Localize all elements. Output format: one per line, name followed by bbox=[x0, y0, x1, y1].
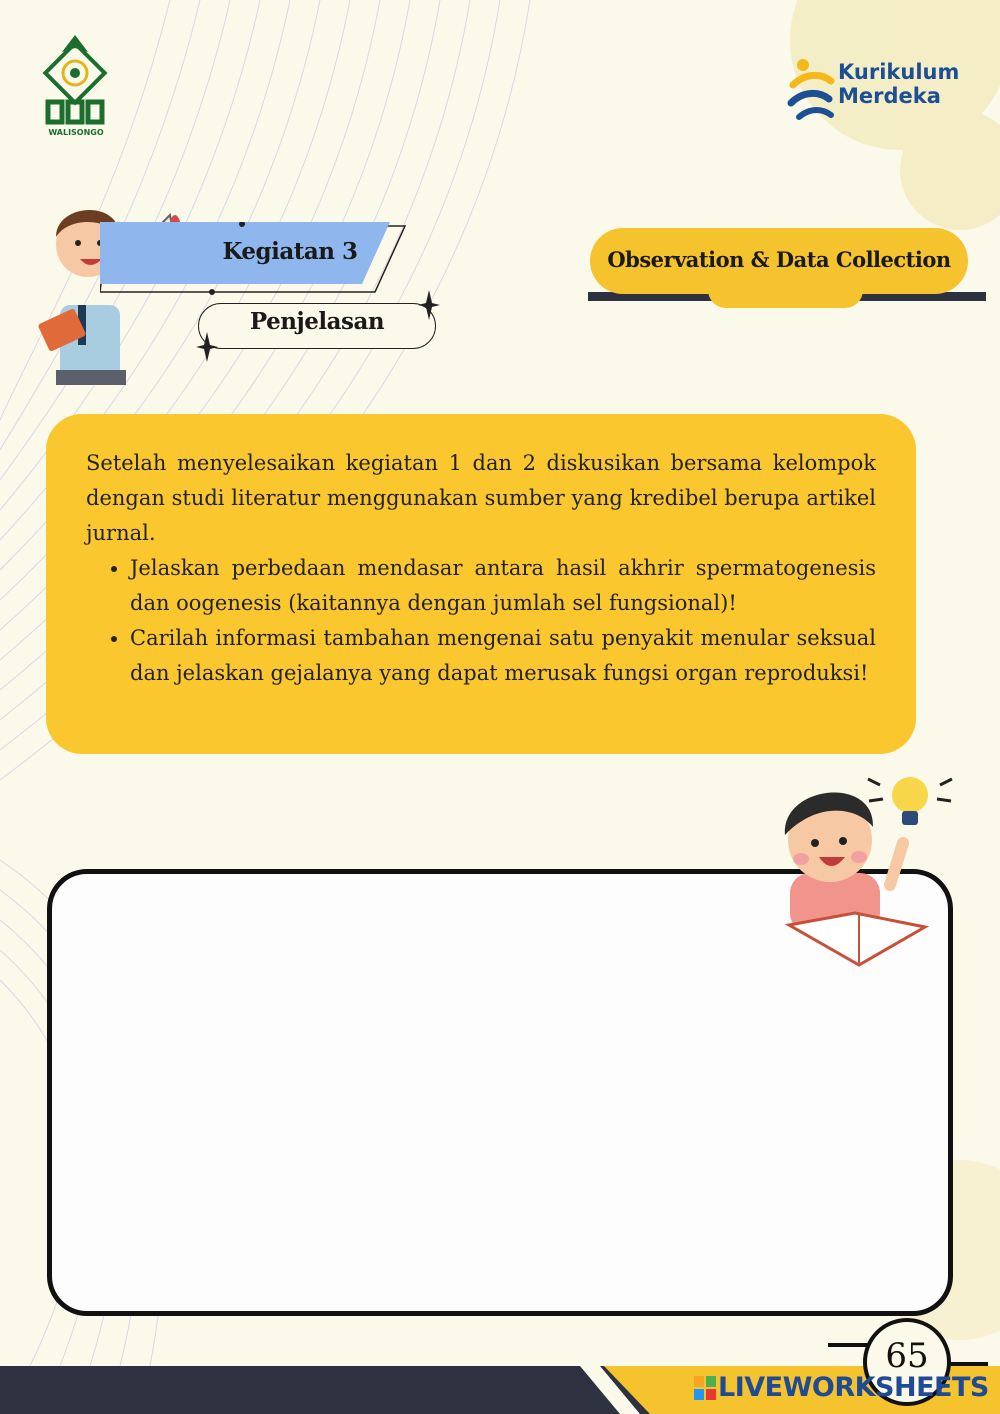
liveworksheets-logo-icon bbox=[694, 1376, 716, 1400]
instruction-bullet: • Jelaskan perbedaan mendasar antara hasil akhrir spermatogenesis dan oogenesis (kaitannya dengan jumlah sel fungsional)! bbox=[130, 551, 876, 621]
sparkle-icon bbox=[196, 332, 218, 362]
section-tab-label: Observation & Data Collection bbox=[607, 247, 951, 272]
page-number: 65 bbox=[885, 1336, 929, 1376]
instruction-intro: Setelah menyelesaikan kegiatan 1 dan 2 diskusikan bersama kelompok dengan studi literatur menggunakan sumber yang kredibel berupa artikel jurnal. bbox=[86, 451, 876, 545]
kurikulum-merdeka-logo-icon bbox=[785, 55, 840, 125]
walisongo-logo-icon bbox=[40, 30, 110, 140]
liveworksheets-watermark: LIVEWORKSHEETS bbox=[718, 1372, 989, 1403]
instruction-bullet: • Carilah informasi tambahan mengenai satu penyakit menular seksual dan jelaskan gejalanya yang dapat merusak fungsi organ reproduksi! bbox=[130, 621, 876, 691]
activity-subtitle: Penjelasan bbox=[249, 308, 385, 335]
instruction-text bbox=[86, 446, 876, 691]
activity-title: Kegiatan 3 bbox=[222, 238, 358, 265]
instruction-list bbox=[86, 551, 876, 691]
kurikulum-merdeka-logo-text: Kurikulum Merdeka bbox=[838, 60, 960, 108]
sparkle-icon bbox=[418, 290, 440, 320]
student-idea-illustration bbox=[775, 765, 955, 970]
walisongo-logo-text: WALISONGO bbox=[48, 128, 104, 137]
instruction-box bbox=[46, 414, 916, 754]
